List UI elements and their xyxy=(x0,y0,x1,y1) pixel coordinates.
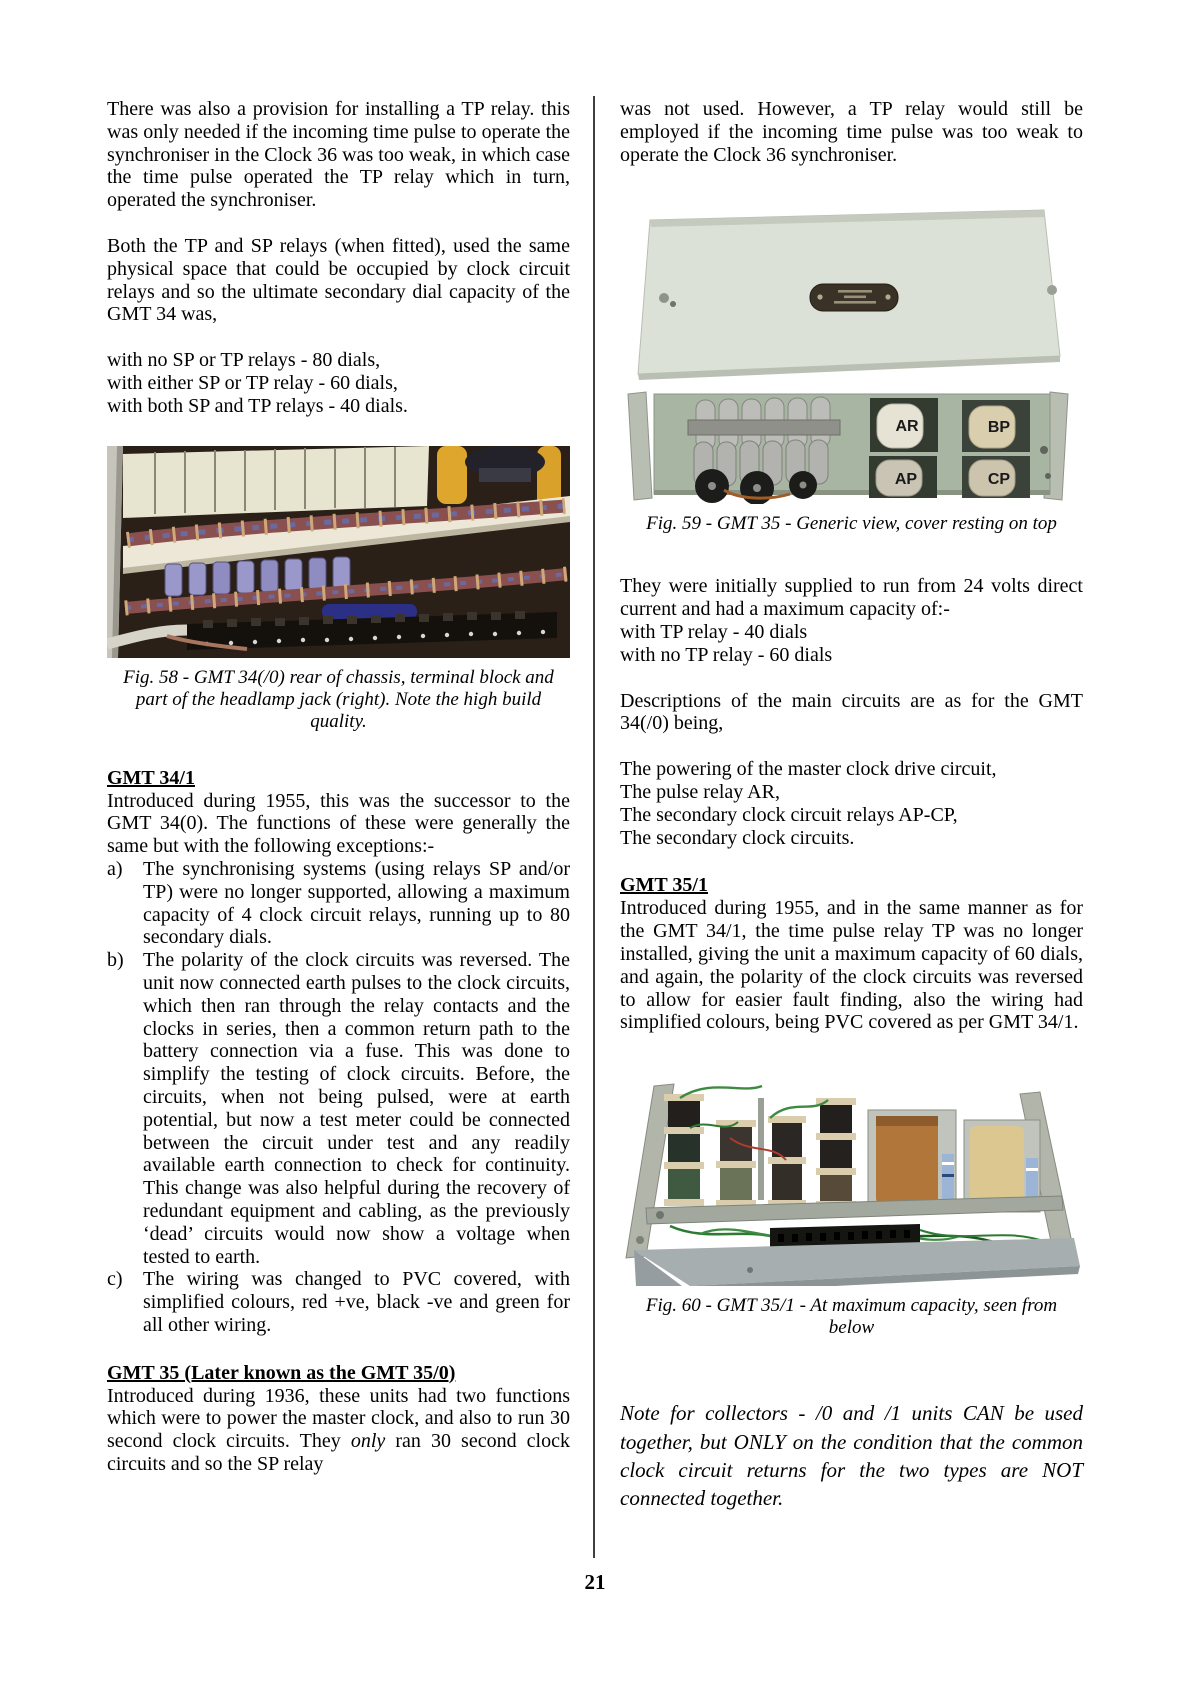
figure-59 xyxy=(620,204,1083,535)
paragraph-tp-relay-provision: There was also a provision for installing a TP relay. this was only needed if the incoming time pulse to operate the synchroniser in the Clock 36 was too weak, in which case the time pulse operated the TP relay which in turn, operated the synchroniser. xyxy=(107,98,570,212)
fig58-caption: Fig. 58 - GMT 34(/0) rear of chassis, terminal block and part of the headlamp jack (right). Note the high build quality. xyxy=(123,666,554,732)
column-divider xyxy=(593,96,595,1558)
list-marker: c) xyxy=(107,1268,123,1291)
fig60-caption: Fig. 60 - GMT 35/1 - At maximum capacity, seen from below xyxy=(645,1295,1058,1339)
circuit-list xyxy=(620,758,1083,849)
italic-word-only: only xyxy=(350,1430,386,1453)
page-number: 21 xyxy=(584,1570,606,1594)
fig59-photo-gmt35-cover xyxy=(620,204,1083,504)
capacity-line: with TP relay - 40 dials xyxy=(620,620,808,643)
paragraph-gmt35-intro: Introduced during 1936, these units had two functions which were to power the master clock, and also to run 30 second clock circuits. They only ran 30 second clock circuits and so the SP relay xyxy=(107,1384,570,1476)
fig60-photo-gmt35-1-below xyxy=(620,1058,1083,1286)
paragraph-gmt341-intro: Introduced during 1955, this was the successor to the GMT 34(0). The functions of these were generally the same but with the following exceptions:- xyxy=(107,789,570,858)
heading-gmt-35: GMT 35 (Later known as the GMT 35/0) xyxy=(107,1361,456,1384)
fig58-photo-gmt34-chassis xyxy=(107,446,570,658)
right-column xyxy=(620,98,1083,1513)
capacity-line: with either SP or TP relay - 60 dials, xyxy=(107,371,398,394)
paragraph-tp-not-used: was not used. However, a TP relay would still be employed if the incoming time pulse was too weak to operate the Clock 36 synchroniser. xyxy=(620,98,1083,166)
paragraph-gmt351: Introduced during 1955, and in the same manner as for the GMT 34/1, the time pulse relay TP was no longer installed, giving the unit a maximum capacity of 60 dials, and again, the polarity of the clock circuits was reversed to allow for easier fault finding, also the wiring had simplified colours, being PVC covered as per GMT 34/1. xyxy=(620,897,1083,1034)
heading-gmt-34-1: GMT 34/1 xyxy=(107,766,195,789)
circuit-line: The powering of the master clock drive circuit, xyxy=(620,758,997,781)
circuit-line: The pulse relay AR, xyxy=(620,780,780,803)
figure-60 xyxy=(620,1058,1083,1339)
capacity-line: with both SP and TP relays - 40 dials. xyxy=(107,394,408,417)
heading-gmt-35-1: GMT 35/1 xyxy=(620,874,708,897)
paragraph-relay-space: Both the TP and SP relays (when fitted), used the same physical space that could be occupied by clock circuit relays and so the ultimate secondary dial capacity of the GMT 34 was, xyxy=(107,234,570,326)
dial-capacity-list xyxy=(107,349,570,417)
list-marker: a) xyxy=(107,857,123,880)
circuit-line: The secondary clock circuits. xyxy=(620,826,855,849)
relay-label-ap: AP xyxy=(894,471,918,489)
list-marker: b) xyxy=(107,949,124,972)
relay-label-ar: AR xyxy=(895,418,919,436)
relay-label-bp: BP xyxy=(987,419,1011,437)
paragraph-supply: They were initially supplied to run from 24 volts direct current and had a maximum capacity of:- xyxy=(620,575,1083,621)
list-item-text: The polarity of the clock circuits was reversed. The unit now connected earth pulses to the clock circuits, which then ran through the relay contacts and the clocks in series, then a common return path to the battery connection via a fuse. This was done to simplify the testing of clock circuits. Before, the circuits, when not being pulsed, were at earth potential, but now a test meter could be connected between the circuit under test and any readily available earth connection to check for continuity. This change was also helpful during the recovery of redundant equipment and cabling, as the previously ‘dead’ circuits would now show a voltage when tested to earth. xyxy=(143,949,570,1268)
list-item-text: The wiring was changed to PVC covered, with simplified colours, red +ve, black -ve and green for all other wiring. xyxy=(143,1268,570,1336)
list-item-b xyxy=(107,949,570,1268)
capacity-line: with no TP relay - 60 dials xyxy=(620,643,833,666)
supply-capacity-list xyxy=(620,621,1083,667)
fig59-caption: Fig. 59 - GMT 35 - Generic view, cover resting on top xyxy=(646,513,1057,535)
list-item-text: The synchronising systems (using relays SP and/or TP) were no longer supported, allowing a maximum capacity of 4 clock circuit relays, running up to 80 secondary dials. xyxy=(143,857,570,949)
circuit-line: The secondary clock circuit relays AP-CP, xyxy=(620,803,958,826)
figure-58 xyxy=(107,446,570,733)
list-item-a xyxy=(107,858,570,949)
paragraph-descriptions: Descriptions of the main circuits are as for the GMT 34(/0) being, xyxy=(620,689,1083,735)
list-item-c xyxy=(107,1268,570,1336)
collectors-note: Note for collectors - /0 and /1 units CAN be used together, but ONLY on the condition that the common clock circuit returns for the two types are NOT connected together. xyxy=(620,1401,1083,1511)
relay-label-cp: CP xyxy=(987,471,1011,489)
capacity-line: with no SP or TP relays - 80 dials, xyxy=(107,349,381,372)
left-column xyxy=(107,98,570,1476)
